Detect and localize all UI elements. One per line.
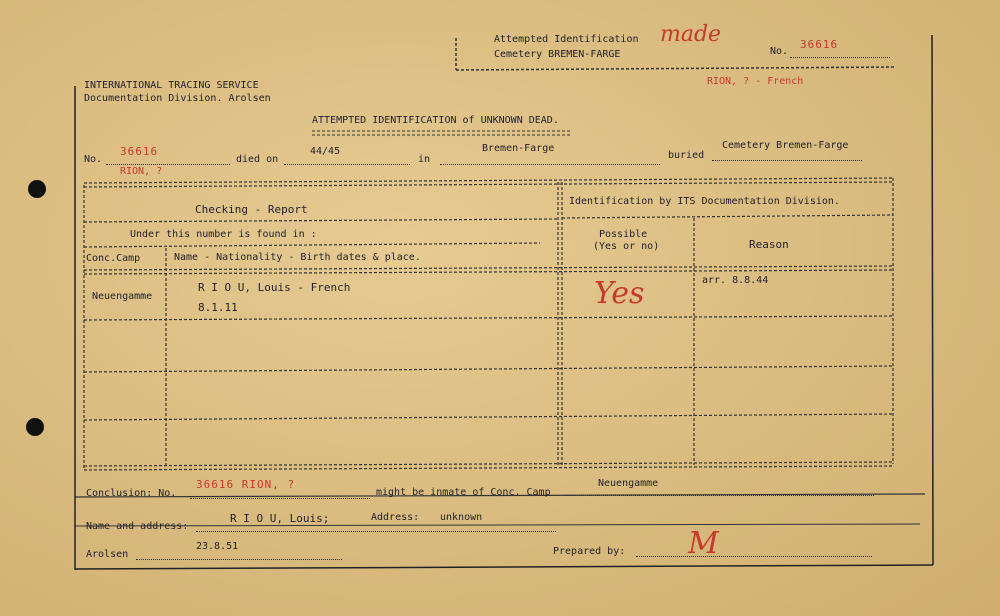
conc-camp-header: Conc.Camp — [86, 253, 141, 264]
name-nationality-header: Name - Nationality - Birth dates & place. — [174, 252, 421, 263]
box-title: Attempted Identification — [494, 34, 639, 45]
reason-header: Reason — [749, 238, 789, 251]
prepared-by-label: Prepared by: — [553, 546, 626, 557]
place-label: Arolsen — [86, 549, 129, 560]
address-value: unknown — [440, 512, 483, 523]
prepared-by-initial: M — [688, 526, 719, 561]
address-label: Address: — [371, 512, 420, 523]
name-address-value: R I O U, Louis; — [230, 512, 330, 525]
possible-sub-header: (Yes or no) — [593, 241, 660, 252]
box-number: 36616 — [800, 38, 839, 51]
punch-hole-bottom — [26, 418, 44, 436]
box-name: RION, ? - French — [707, 76, 804, 87]
conclusion-label: Conclusion: No. — [86, 488, 177, 499]
row-possible: Yes — [594, 276, 645, 311]
in-value: Bremen-Farge — [482, 143, 555, 154]
org-division: Documentation Division. Arolsen — [84, 93, 271, 104]
org-name: INTERNATIONAL TRACING SERVICE — [84, 80, 259, 91]
row-reason: arr. 8.8.44 — [702, 275, 769, 286]
checking-report-header: Checking - Report — [195, 203, 308, 216]
row-camp: Neuengamme — [92, 291, 153, 302]
box-cemetery: Cemetery BREMEN-FARGE — [494, 49, 621, 60]
conclusion-number: 36616 RION, ? — [196, 478, 296, 491]
name-address-label: Name and address: — [86, 521, 189, 532]
row-name: R I O U, Louis - French — [198, 281, 351, 294]
record-no-label: No. — [84, 154, 103, 165]
box-no-label: No. — [770, 46, 789, 57]
record-name: RION, ? — [120, 166, 163, 177]
date-value: 23.8.51 — [196, 541, 239, 552]
possible-header: Possible — [599, 229, 648, 240]
inmate-label: might be inmate of Conc. Camp — [376, 487, 551, 498]
buried-value: Cemetery Bremen-Farge — [722, 140, 849, 151]
inmate-camp: Neuengamme — [598, 478, 659, 489]
under-number-header: Under this number is found in : — [130, 229, 317, 240]
in-label: in — [418, 154, 431, 165]
buried-label: buried — [668, 150, 705, 161]
row-birthdate: 8.1.11 — [198, 301, 238, 314]
died-on-label: died on — [236, 154, 279, 165]
record-number: 36616 — [120, 145, 159, 158]
form-title: ATTEMPTED IDENTIFICATION of UNKNOWN DEAD. — [312, 115, 559, 126]
handwritten-made: made — [660, 22, 722, 47]
died-on-value: 44/45 — [310, 146, 341, 157]
identification-header: Identification by ITS Documentation Division. — [569, 196, 840, 207]
punch-hole-top — [28, 180, 46, 198]
